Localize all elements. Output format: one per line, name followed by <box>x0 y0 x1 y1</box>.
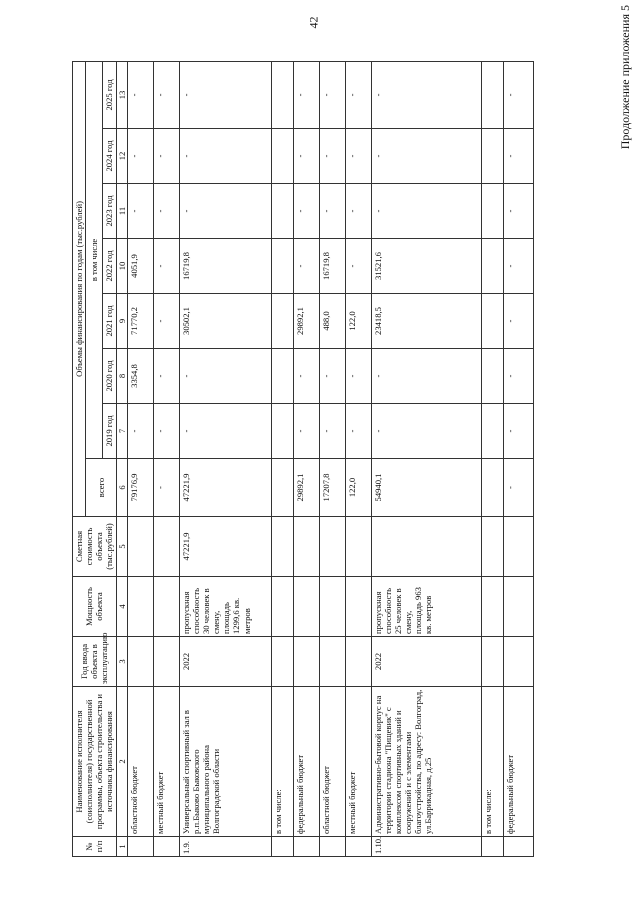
row-year-value <box>271 294 293 349</box>
row-year-value: - <box>179 129 271 184</box>
row-total: 79176,9 <box>127 459 153 517</box>
row-year-value <box>481 349 503 404</box>
page-number: 42 <box>306 16 321 29</box>
row-year-value: - <box>293 349 319 404</box>
row-year-value <box>271 184 293 239</box>
row-year: 2022 <box>179 637 271 687</box>
row-year-value: - <box>371 349 481 404</box>
row-year-value: - <box>503 294 533 349</box>
header-year-col: 2019 год <box>103 404 116 459</box>
row-year-value: - <box>319 404 345 459</box>
row-number <box>271 837 293 857</box>
column-index-cell: 10 <box>116 239 127 294</box>
row-number <box>319 837 345 857</box>
row-year-value: - <box>153 349 179 404</box>
row-cost <box>293 517 319 577</box>
row-year <box>293 637 319 687</box>
row-year-value: 488,0 <box>319 294 345 349</box>
row-year-value: - <box>179 184 271 239</box>
row-year-value: 31521,6 <box>371 239 481 294</box>
row-year-value: - <box>153 61 179 128</box>
row-year-value: - <box>293 239 319 294</box>
column-index-cell: 12 <box>116 129 127 184</box>
row-year <box>127 637 153 687</box>
row-year-value <box>481 404 503 459</box>
table-row <box>371 61 481 856</box>
row-name: в том числе: <box>271 687 293 837</box>
row-name: областной бюджет <box>127 687 153 837</box>
row-year-value <box>271 129 293 184</box>
row-capacity: пропускная способность 25 человек в смену, площадь 963 кв. метров <box>371 577 481 637</box>
row-year-value: - <box>293 61 319 128</box>
column-index-cell: 3 <box>116 637 127 687</box>
row-year-value: - <box>179 349 271 404</box>
table-row <box>179 61 271 856</box>
row-total: - <box>503 459 533 517</box>
row-year-value: 3354,8 <box>127 349 153 404</box>
row-year <box>503 637 533 687</box>
row-year-value: - <box>371 184 481 239</box>
row-capacity <box>503 577 533 637</box>
column-index-cell: 6 <box>116 459 127 517</box>
row-year-value: - <box>127 404 153 459</box>
continuation-title: Продолжение приложения 5 <box>618 5 632 150</box>
row-name: областной бюджет <box>319 687 345 837</box>
row-year-value: 4051,9 <box>127 239 153 294</box>
row-cost: 47221,9 <box>179 517 271 577</box>
row-cost <box>345 517 371 577</box>
row-year-value <box>481 294 503 349</box>
financing-table <box>72 61 534 857</box>
row-name: Административно-бытовой корпус на территории стадиона "Пищевик" с комплексом спортивных зданий и сооружений и с элементами благоустройства, по адресу: Волгоград, ул.Баррикадная, д.25 <box>371 687 481 837</box>
row-year-value: - <box>345 184 371 239</box>
table-row <box>503 61 533 856</box>
header-year: Год ввода объекта в эксплуатацию <box>73 637 117 687</box>
row-year-value: - <box>503 349 533 404</box>
table-row <box>153 61 179 856</box>
column-index-cell: 13 <box>116 61 127 128</box>
row-year-value: - <box>319 349 345 404</box>
row-year: 2022 <box>371 637 481 687</box>
column-index-cell: 11 <box>116 184 127 239</box>
column-index-cell: 7 <box>116 404 127 459</box>
row-capacity <box>345 577 371 637</box>
row-year-value: - <box>503 239 533 294</box>
row-total: 29892,1 <box>293 459 319 517</box>
column-index-cell: 1 <box>116 837 127 857</box>
header-year-col: 2023 год <box>103 184 116 239</box>
row-cost <box>319 517 345 577</box>
row-cost <box>503 517 533 577</box>
row-year-value: - <box>503 184 533 239</box>
column-index-cell: 5 <box>116 517 127 577</box>
row-year-value: - <box>153 404 179 459</box>
header-total: всего <box>86 459 116 517</box>
header-funding: Объемы финансирования по годам (тыс.рублей) <box>73 61 86 516</box>
row-year-value: - <box>179 404 271 459</box>
row-year-value: - <box>293 129 319 184</box>
row-capacity <box>481 577 503 637</box>
row-year-value: - <box>371 61 481 128</box>
row-year <box>481 637 503 687</box>
row-year-value: - <box>293 404 319 459</box>
row-year <box>319 637 345 687</box>
row-total <box>271 459 293 517</box>
row-year-value <box>271 239 293 294</box>
row-total: 122,0 <box>345 459 371 517</box>
table-row <box>345 61 371 856</box>
row-name: федеральный бюджет <box>293 687 319 837</box>
row-year-value: - <box>153 129 179 184</box>
header-name: Наименование исполнителя (соисполнителя) государственной программы, объекта строительства и источника финансирования <box>73 687 117 837</box>
table-row <box>271 61 293 856</box>
row-capacity <box>293 577 319 637</box>
column-index-cell: 9 <box>116 294 127 349</box>
table-row <box>319 61 345 856</box>
row-year-value: 16719,8 <box>319 239 345 294</box>
row-name: Универсальный спортивный зал в р.п.Быково Быковского муниципального района Волгоградской области <box>179 687 271 837</box>
row-number <box>345 837 371 857</box>
row-year-value: - <box>503 129 533 184</box>
row-year-value <box>271 404 293 459</box>
row-year-value <box>481 239 503 294</box>
row-year-value: - <box>319 129 345 184</box>
header-cost: Сметная стоимость объекта (тыс.рублей) <box>73 517 117 577</box>
table-row <box>481 61 503 856</box>
header-year-col: 2022 год <box>103 239 116 294</box>
row-year-value: - <box>319 184 345 239</box>
header-year-col: 2025 год <box>103 61 116 128</box>
row-cost <box>127 517 153 577</box>
row-capacity <box>127 577 153 637</box>
row-year <box>153 637 179 687</box>
row-number <box>153 837 179 857</box>
row-year-value: - <box>319 61 345 128</box>
row-year <box>271 637 293 687</box>
row-name: федеральный бюджет <box>503 687 533 837</box>
row-name: в том числе: <box>481 687 503 837</box>
header-no: № п/п <box>73 837 117 857</box>
row-total: 47221,9 <box>179 459 271 517</box>
row-cost <box>271 517 293 577</box>
row-name: местный бюджет <box>153 687 179 837</box>
row-year-value: - <box>293 184 319 239</box>
row-capacity: пропускная способность 30 человек в смену, площадь 1299,6 кв. метров <box>179 577 271 637</box>
header-year-col: 2024 год <box>103 129 116 184</box>
row-year-value: - <box>127 61 153 128</box>
row-total <box>481 459 503 517</box>
column-index-row <box>116 61 127 856</box>
row-total: 17207,8 <box>319 459 345 517</box>
row-cost <box>481 517 503 577</box>
header-year-col: 2021 год <box>103 294 116 349</box>
row-year-value: - <box>127 129 153 184</box>
table-body <box>127 61 533 856</box>
column-index-cell: 8 <box>116 349 127 404</box>
row-total: - <box>153 459 179 517</box>
row-name: местный бюджет <box>345 687 371 837</box>
row-number <box>481 837 503 857</box>
row-capacity <box>153 577 179 637</box>
row-year-value: 30502,1 <box>179 294 271 349</box>
row-total: 54940,1 <box>371 459 481 517</box>
row-capacity <box>319 577 345 637</box>
table-row <box>293 61 319 856</box>
row-year-value <box>271 349 293 404</box>
header-year-col: 2020 год <box>103 349 116 404</box>
row-number: 1.9. <box>179 837 271 857</box>
row-year-value: - <box>371 129 481 184</box>
row-year-value: - <box>179 61 271 128</box>
column-index-cell: 2 <box>116 687 127 837</box>
row-year-value: - <box>153 239 179 294</box>
column-index-cell: 4 <box>116 577 127 637</box>
row-year-value: - <box>345 349 371 404</box>
row-number: 1.10. <box>371 837 481 857</box>
row-number <box>127 837 153 857</box>
row-year-value: - <box>503 404 533 459</box>
row-year-value: - <box>153 294 179 349</box>
row-capacity <box>271 577 293 637</box>
row-number <box>503 837 533 857</box>
table-row <box>127 61 153 856</box>
row-year-value: - <box>345 404 371 459</box>
row-year-value: - <box>127 184 153 239</box>
row-year-value: 71770,2 <box>127 294 153 349</box>
header-incl: в том числе <box>86 61 103 458</box>
row-year-value: - <box>345 129 371 184</box>
row-year-value: - <box>345 61 371 128</box>
row-year-value: - <box>153 184 179 239</box>
row-year-value: - <box>371 404 481 459</box>
row-year-value: 16719,8 <box>179 239 271 294</box>
row-year-value: - <box>503 61 533 128</box>
row-number <box>293 837 319 857</box>
row-year-value: 23418,5 <box>371 294 481 349</box>
row-year-value <box>271 61 293 128</box>
row-cost <box>371 517 481 577</box>
row-year <box>345 637 371 687</box>
header-capacity: Мощность объекта <box>73 577 117 637</box>
row-year-value: 29892,1 <box>293 294 319 349</box>
row-year-value: 122,0 <box>345 294 371 349</box>
row-year-value <box>481 61 503 128</box>
row-cost <box>153 517 179 577</box>
row-year-value <box>481 184 503 239</box>
row-year-value <box>481 129 503 184</box>
row-year-value: - <box>345 239 371 294</box>
